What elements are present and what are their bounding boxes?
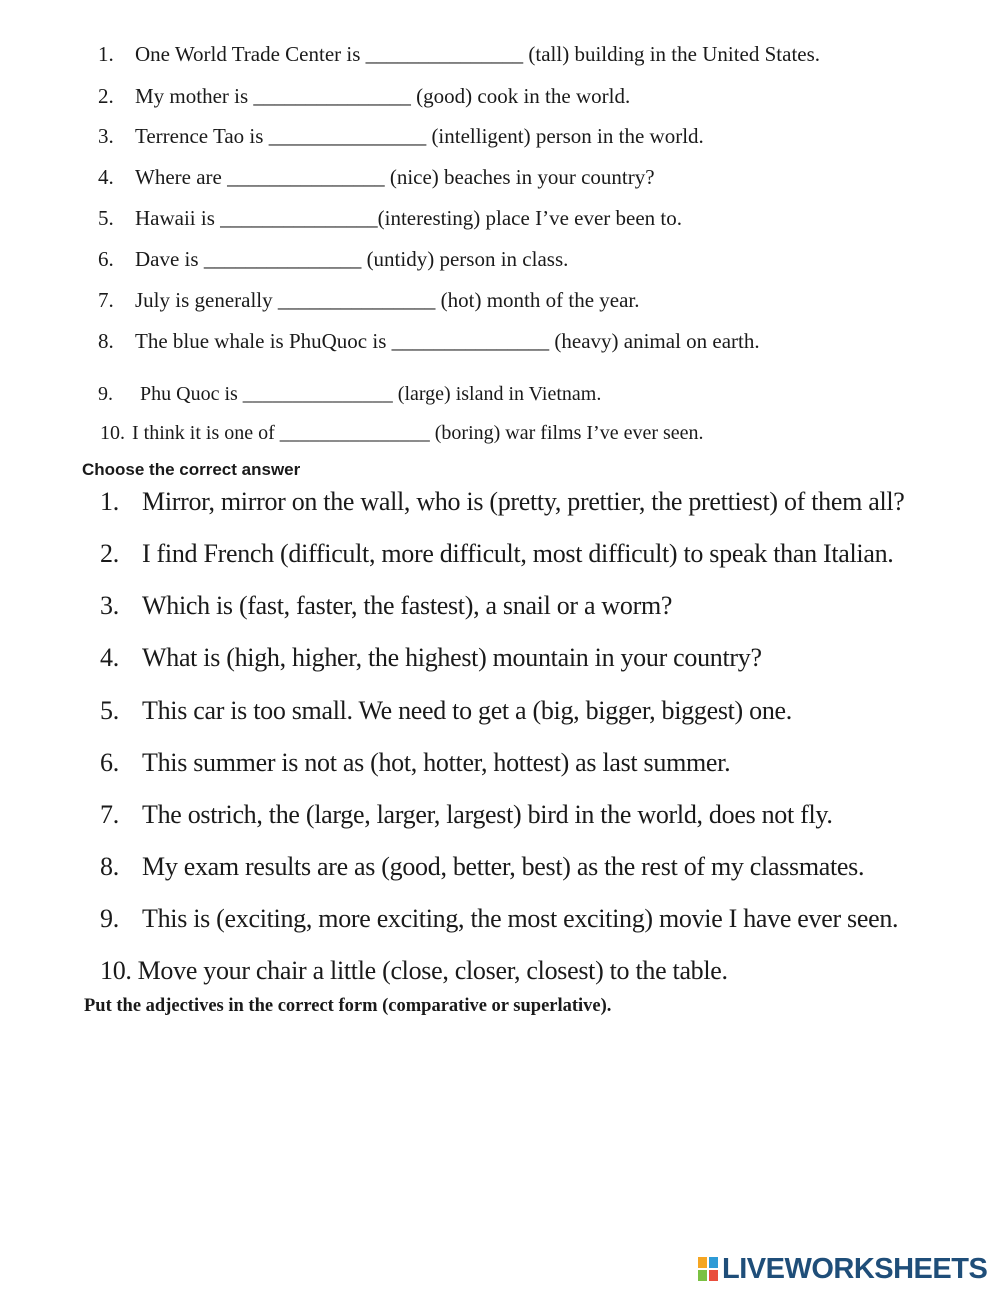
item-number: 10. bbox=[100, 422, 125, 444]
item-text: Terrence Tao is _______________ (intelligent) person in the world. bbox=[135, 124, 704, 148]
item-text: This car is too small. We need to get a (big, bigger, biggest) one. bbox=[142, 696, 792, 725]
section-heading-choose: Choose the correct answer bbox=[82, 460, 301, 479]
exercise2-item bbox=[100, 906, 898, 932]
item-number: 2. bbox=[98, 84, 114, 108]
exercise2-item bbox=[100, 489, 905, 515]
item-number: 7. bbox=[100, 800, 119, 829]
item-number: 1. bbox=[100, 487, 119, 516]
item-text: Move your chair a little (close, closer, closest) to the table. bbox=[137, 956, 728, 985]
item-text: I find French (difficult, more difficult, most difficult) to speak than Italian. bbox=[142, 539, 894, 568]
item-number: 7. bbox=[98, 288, 114, 312]
logo-text: LIVEWORKSHEETS bbox=[722, 1252, 988, 1285]
exercise1-item bbox=[98, 167, 655, 188]
item-number: 2. bbox=[100, 539, 119, 568]
exercise2-item bbox=[100, 593, 672, 619]
exercise1-item bbox=[98, 86, 630, 107]
item-text: Mirror, mirror on the wall, who is (pretty, prettier, the prettiest) of them all? bbox=[142, 487, 905, 516]
item-text: Phu Quoc is _______________ (large) island in Vietnam. bbox=[140, 383, 602, 405]
item-text: Hawaii is _______________(interesting) place I’ve ever been to. bbox=[135, 206, 682, 230]
item-number: 6. bbox=[100, 748, 119, 777]
item-text: Where are _______________ (nice) beaches in your country? bbox=[135, 165, 655, 189]
item-text: July is generally _______________ (hot) month of the year. bbox=[135, 288, 640, 312]
item-text: Dave is _______________ (untidy) person in class. bbox=[135, 247, 569, 271]
item-text: This is (exciting, more exciting, the most exciting) movie I have ever seen. bbox=[142, 904, 899, 933]
exercise2-item bbox=[100, 854, 864, 880]
exercise1-item bbox=[98, 290, 640, 311]
item-text: What is (high, higher, the highest) mountain in your country? bbox=[142, 643, 762, 672]
item-text: This summer is not as (hot, hotter, hottest) as last summer. bbox=[142, 748, 731, 777]
item-text: My mother is _______________ (good) cook in the world. bbox=[135, 84, 631, 108]
item-text: I think it is one of _______________ (boring) war films I’ve ever seen. bbox=[132, 422, 704, 444]
item-number: 3. bbox=[100, 591, 119, 620]
item-text: The blue whale is PhuQuoc is _______________ (heavy) animal on earth. bbox=[135, 329, 760, 353]
item-number: 9. bbox=[98, 383, 113, 405]
item-number: 4. bbox=[98, 165, 114, 189]
item-number: 3. bbox=[98, 124, 114, 148]
exercise2-item bbox=[100, 958, 728, 984]
exercise1-item bbox=[98, 331, 760, 352]
item-text: Which is (fast, faster, the fastest), a snail or a worm? bbox=[142, 591, 673, 620]
exercise2-item bbox=[100, 750, 730, 776]
exercise1-item bbox=[98, 126, 704, 147]
exercise2-item bbox=[100, 645, 762, 671]
item-number: 1. bbox=[98, 42, 114, 66]
exercise2-item bbox=[100, 802, 833, 828]
section-heading-adjectives: Put the adjectives in the correct form (comparative or superlative). bbox=[84, 996, 612, 1016]
item-number: 5. bbox=[100, 696, 119, 725]
item-number: 10. bbox=[100, 956, 132, 985]
liveworksheets-logo bbox=[697, 1254, 987, 1284]
item-text: The ostrich, the (large, larger, largest) bird in the world, does not fly. bbox=[142, 800, 833, 829]
item-text: My exam results are as (good, better, best) as the rest of my classmates. bbox=[142, 852, 865, 881]
item-number: 8. bbox=[100, 852, 119, 881]
item-number: 9. bbox=[100, 904, 119, 933]
exercise1-item bbox=[98, 384, 601, 404]
item-number: 6. bbox=[98, 247, 114, 271]
item-text: One World Trade Center is _______________ (tall) building in the United States. bbox=[135, 42, 821, 66]
exercise1-item bbox=[100, 423, 704, 443]
item-number: 5. bbox=[98, 206, 114, 230]
liveworksheets-logo-icon bbox=[697, 1256, 719, 1282]
item-number: 8. bbox=[98, 329, 114, 353]
exercise1-item bbox=[98, 249, 568, 270]
item-number: 4. bbox=[100, 643, 119, 672]
exercise1-item bbox=[98, 208, 682, 229]
exercise2-item bbox=[100, 698, 792, 724]
exercise2-item bbox=[100, 541, 893, 567]
exercise1-item bbox=[98, 44, 820, 65]
